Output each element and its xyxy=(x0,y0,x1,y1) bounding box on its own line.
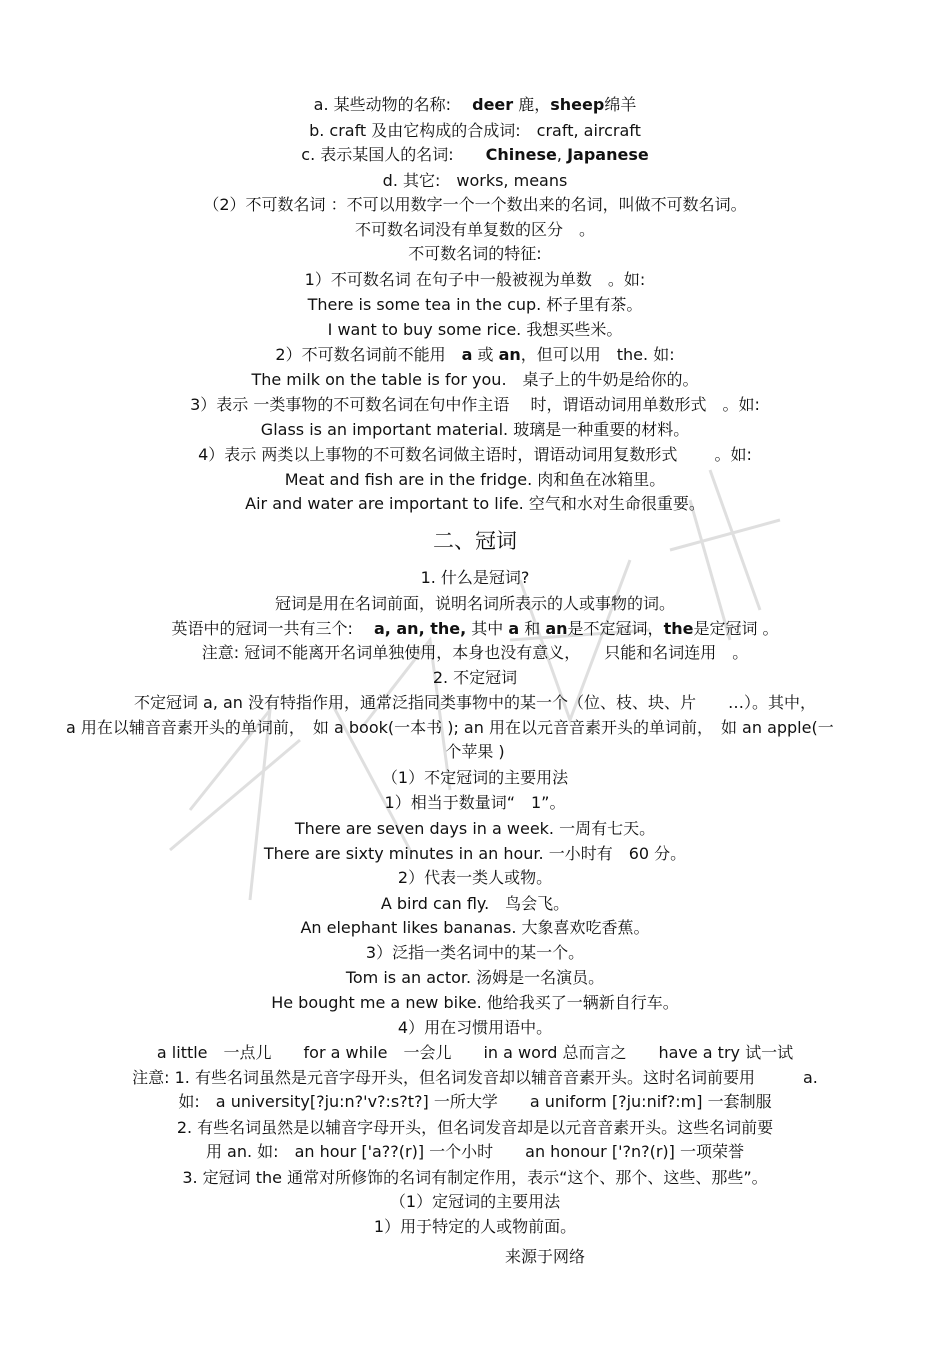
text-line: 个苹果 ) xyxy=(445,742,505,761)
text-line: 2. 不定冠词 xyxy=(432,668,518,687)
page-footer: 来源于网络 xyxy=(504,1247,585,1266)
section-heading: 二、冠词 xyxy=(433,529,517,553)
text-line: 3）表示 一类事物的不可数名词在句中作主语 时，谓语动词用单数形式 。如: xyxy=(190,395,760,414)
text-line: He bought me a new bike. 他给我买了一辆新自行车。 xyxy=(271,993,679,1012)
text-line: 如: a university[?ju:n?'v?:s?t?] 一所大学 a uniform [?ju:nif?:m] 一套制服 xyxy=(178,1092,772,1111)
text-line: 注意: 冠词不能离开名词单独使用，本身也没有意义， 只能和名词连用 。 xyxy=(201,643,749,662)
text-line: 1）用于特定的人或物前面。 xyxy=(373,1217,577,1236)
text-line: 1. 什么是冠词? xyxy=(420,568,530,587)
text-line: a little 一点儿 for a while 一会儿 in a word 总而言之 have a try 试一试 xyxy=(156,1043,794,1062)
text-line: The milk on the table is for you. 桌子上的牛奶是给你的。 xyxy=(251,370,699,389)
text-line: 注意: 1. 有些名词虽然是元音字母开头，但名词发音却以辅音音素开头。这时名词前要用 a. xyxy=(132,1068,818,1087)
text-line: （2）不可数名词 ：不可以用数字一个一个数出来的名词，叫做不可数名词。 xyxy=(203,195,747,214)
text-line: There are sixty minutes in an hour. 一小时有 60 分。 xyxy=(263,844,687,863)
text-line: An elephant likes bananas. 大象喜欢吃香蕉。 xyxy=(300,918,650,937)
text-line: 不定冠词 a, an 没有特指作用，通常泛指同类事物中的某一个（位、枝、块、片 …）。其中， xyxy=(133,693,817,712)
text-line: 3）泛指一类名词中的某一个。 xyxy=(365,943,585,962)
text-line: 3. 定冠词 the 通常对所修饰的名词有制定作用，表示“这个、那个、这些、那些”。 xyxy=(182,1168,768,1187)
text-line: b. craft 及由它构成的合成词: craft, aircraft xyxy=(309,121,641,140)
text-line: c. 表示某国人的名词: Chinese, Japanese xyxy=(301,145,649,164)
text-line: Meat and fish are in the fridge. 肉和鱼在冰箱里。 xyxy=(284,470,666,489)
text-line: 2. 有些名词虽然是以辅音字母开头，但名词发音却是以元音音素开头。这些名词前要 xyxy=(176,1118,774,1137)
text-line: 4）用在习惯用语中。 xyxy=(397,1018,553,1037)
text-line: 2）代表一类人或物。 xyxy=(397,868,553,887)
text-line: Air and water are important to life. 空气和水对生命很重要。 xyxy=(245,494,705,513)
text-line: 用 an. 如: an hour ['a??(r)] 一个小时 an honour ['?n?(r)] 一项荣誉 xyxy=(205,1142,745,1161)
text-line: a 用在以辅音音素开头的单词前， 如 a book(一本书 ); an 用在以元音音素开头的单词前， 如 an apple(一 xyxy=(66,718,834,737)
text-line: There is some tea in the cup. 杯子里有茶。 xyxy=(307,295,643,314)
text-line: 1）相当于数量词“ 1”。 xyxy=(384,793,566,812)
text-line: （1）不定冠词的主要用法 xyxy=(381,768,569,787)
text-line: 不可数名词的特征: xyxy=(408,244,542,263)
text-line: 冠词是用在名词前面，说明名词所表示的人或事物的词。 xyxy=(274,594,675,613)
text-line: 不可数名词没有单复数的区分 。 xyxy=(354,220,595,239)
text-line: （1）定冠词的主要用法 xyxy=(389,1192,561,1211)
text-line: a. 某些动物的名称: deer 鹿，sheep绵羊 xyxy=(313,95,637,114)
text-line: 2）不可数名词前不能用 a 或 an，但可以用 the. 如: xyxy=(275,345,675,364)
text-line: Glass is an important material. 玻璃是一种重要的材料。 xyxy=(260,420,690,439)
text-line: 英语中的冠词一共有三个: a, an, the, 其中 a 和 an是不定冠词，the是定冠词 。 xyxy=(171,619,779,638)
text-line: 4）表示 两类以上事物的不可数名词做主语时，谓语动词用复数形式 。如: xyxy=(198,445,752,464)
text-line: d. 其它: works, means xyxy=(382,171,568,190)
text-line: Tom is an actor. 汤姆是一名演员。 xyxy=(345,968,605,987)
text-line: A bird can fly. 鸟会飞。 xyxy=(380,894,570,913)
text-line: 1）不可数名词 在句子中一般被视为单数 。如: xyxy=(304,270,646,289)
text-line: I want to buy some rice. 我想买些米。 xyxy=(327,320,623,339)
text-line: There are seven days in a week. 一周有七天。 xyxy=(294,819,656,838)
